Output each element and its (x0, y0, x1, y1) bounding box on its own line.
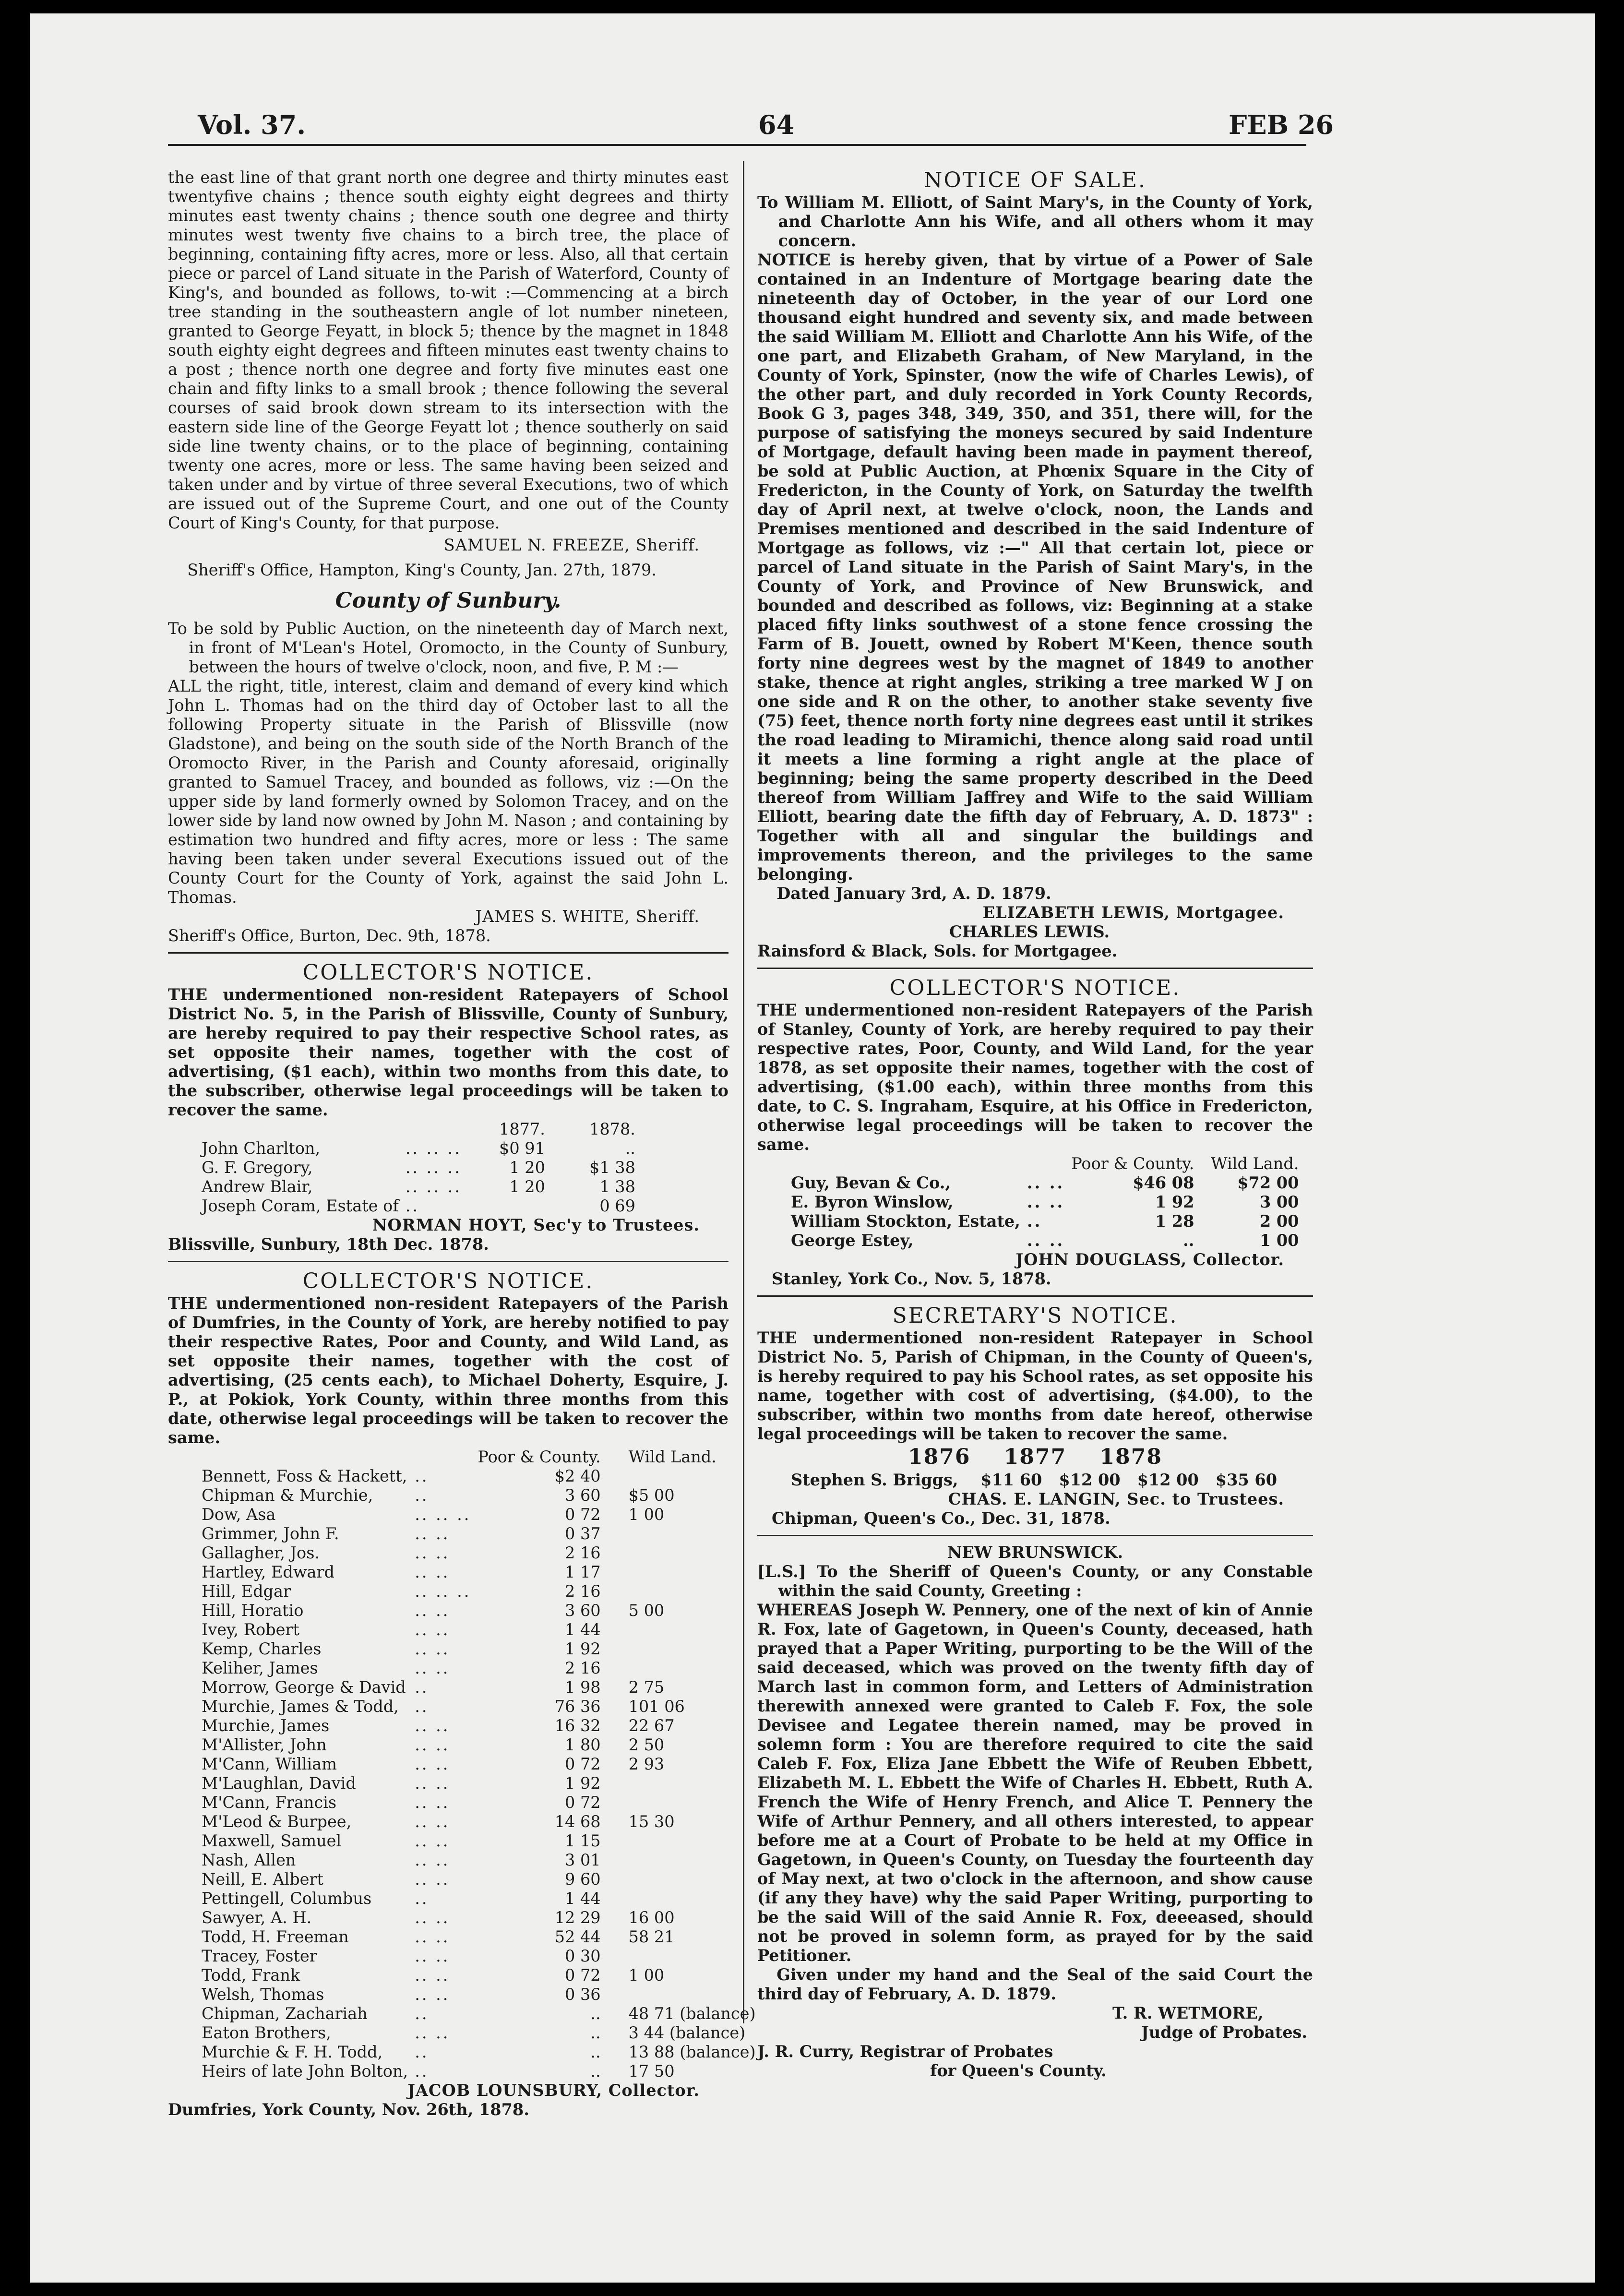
row-total: $35 60 (1215, 1471, 1278, 1489)
row-name: Neill, E. Albert (202, 1870, 323, 1889)
row-name: M'Leod & Burpee, (202, 1812, 352, 1831)
row-wild-land: 2 75 (628, 1678, 665, 1697)
table-row (202, 1601, 756, 1620)
row-dots: .. .. (415, 1831, 450, 1850)
row-poor-county: 0 37 (565, 1524, 601, 1543)
table-row (202, 1639, 756, 1659)
row-name: Todd, H. Freeman (202, 1927, 349, 1946)
sunbury-body: ALL the right, title, interest, claim and demand of every kind which John L. Thomas had on the third day of October last to all the following Property situate in the Parish of Blissville (now Gladstone), and being on the south side of the North Branch of the Oromocto River, in the Parish and County aforesaid, originally granted to Samuel Tracey, and bounded as follows, viz :—On the upper side by land formerly owned by Solomon Tracey, and on the lower side by land now owned by John M. Nason ; and containing by estimation two hundred and fifty acres, more or less : The same having been taken under several Executions issued out of the County Court for the County of York, against the said John L. Thomas. (168, 677, 728, 907)
table-row (202, 1812, 756, 1831)
table-header (202, 1447, 756, 1467)
row-wild-land (609, 1467, 756, 1486)
wetmore-title: Judge of Probates. (1141, 2023, 1308, 2042)
row-dots: .. (415, 1678, 429, 1697)
table-row (202, 1947, 756, 1966)
row-poor-county: .. (590, 2023, 601, 2042)
continuation-text: the east line of that grant north one degree and thirty minutes east twentyfive chains ; thence south eighty eight degrees and thirty minutes east twenty chains ; thence south one degree and thirty minutes west twenty five chains to a birch tree, the place of beginning, containing fifty acres, more or less. Also, all that certain piece or parcel of Land situate in the Parish of Waterford, County of King's, and bounded as follows, to-wit :—Commencing at a birch tree standing in the southeastern angle of lot number nineteen, granted to George Feyatt, in block 5; thence by the magnet in 1848 south eighty eight degrees and fifteen minutes east twenty chains to a post ; thence north one degree and forty five minutes east one chain and fifty links to a small brook ; thence following the several courses of said brook down stream to its intersection with the eastern side line of the George Feyatt lot ; thence southerly on said side line twenty chains, or to the place of beginning, containing twenty one acres, more or less. The same having been seized and taken under and by virtue of three several Executions, two of which are issued out of the Supreme Court, and one out of the County Court of King's County, for that purpose. (168, 168, 728, 532)
row-wild-land (609, 1582, 756, 1601)
row-poor-county: 1 92 (565, 1774, 601, 1793)
table-row (202, 1889, 756, 1908)
row-name: M'Allister, John (202, 1735, 327, 1754)
table-row (202, 1505, 756, 1524)
row-dots: .. .. .. (405, 1158, 462, 1177)
table-row (202, 1196, 644, 1216)
row-wild-land: 1 00 (628, 1505, 665, 1524)
charles-lewis-signature: CHARLES LEWIS. (949, 922, 1110, 941)
row-wild-land: 3 44 (balance) (628, 2023, 746, 2042)
row-poor-county: 2 16 (565, 1582, 601, 1601)
row-poor-county: .. (1183, 1231, 1194, 1250)
table-row (202, 1620, 756, 1639)
table-row (202, 1467, 756, 1486)
dumfries-body: THE undermentioned non-resident Ratepayers of the Parish of Dumfries, in the County of York, are hereby notified to pay their respective Rates, Poor and County, and Wild Land, as set opposite their names, together with the cost of advertising, (25 cents each), to Michael Doherty, Esquire, J. P., at Pokiok, York County, within three months from this date, otherwise legal proceedings will be taken to recover the same. (168, 1294, 728, 1447)
row-name: Morrow, George & David (202, 1678, 406, 1697)
row-wild-land: 2 93 (628, 1755, 665, 1773)
row-dots: .. .. (415, 1659, 450, 1677)
col-poor-county: Poor & County. (478, 1447, 601, 1466)
row-poor-county: 52 44 (554, 1927, 601, 1946)
row-dots: .. (415, 1697, 429, 1716)
row-poor-county: 0 72 (565, 1755, 601, 1773)
row-poor-county: 1 92 (1155, 1193, 1194, 1211)
table-row (202, 2004, 756, 2023)
sale-body: NOTICE is hereby given, that by virtue of a Power of Sale contained in an Indenture of Mortgage bearing date the nineteenth day of October, in the year of our Lord one thousand eight hundred and seventy six, and made between the said William M. Elliott and Charlotte Ann his Wife, of the one part, and Elizabeth Graham, of New Maryland, in the County of York, Spinster, (now the wife of Charles Lewis), of the other part, and duly recorded in York County Records, Book G 3, pages 348, 349, 350, and 351, there will, for the purpose of satisfying the moneys secured by said Indenture of Mortgage, default having been made in payment thereof, be sold at Public Auction, at Phœnix Square in the City of Fredericton, in the County of York, on Saturday the twelfth day of April next, at twelve o'clock, noon, the Lands and Premises mentioned and described in the said Indenture of Mortgage as follows, viz :—" All that certain lot, piece or parcel of Land situate in the Parish of Saint Mary's, in the County of York, and Province of New Brunswick, and bounded and described as follows, viz: Beginning at a stake placed fifty links southwest of a stone fence crossing the Farm of B. Jouett, owned by Robert M'Keen, thence south forty nine degrees west by the magnet of 1849 to another stake, thence at right angles, striking a tree marked W J on one side and R on the other, to another stake seventy five (75) feet, thence north forty nine degrees east until it strikes the road leading to Miramichi, thence along said road until it meets a line forming a right angle at the place of beginning; being the same property described in the Deed thereof from William Jaffrey and Wife to the said William Elliott, bearing date the fifth day of February, A. D. 1873" : Together with all and singular the buildings and improvements thereon, and the privileges to the same belonging. (757, 251, 1313, 884)
row-wild-land (609, 1985, 756, 2004)
row-wild-land: 3 00 (1259, 1193, 1299, 1211)
white-signature: JAMES S. WHITE, Sheriff. (475, 907, 700, 926)
row-dots: .. (415, 1889, 429, 1908)
row-dots: .. .. (415, 1524, 450, 1543)
row-1876: $11 60 (980, 1471, 1042, 1489)
row-dots: .. .. (415, 1947, 450, 1965)
row-name: Hill, Horatio (202, 1601, 304, 1620)
row-name: G. F. Gregory, (202, 1158, 313, 1177)
col-wild-land: Wild Land. (628, 1447, 716, 1466)
row-name: M'Laughlan, David (202, 1774, 356, 1793)
row-name: Heirs of late John Bolton, (202, 2062, 408, 2081)
row-name: Nash, Allen (202, 1851, 296, 1869)
row-name: Grimmer, John F. (202, 1524, 339, 1543)
row-poor-county: .. (590, 2043, 601, 2061)
row-dots: .. .. (415, 1639, 450, 1658)
hoyt-signature: NORMAN HOYT, Sec'y to Trustees. (372, 1216, 700, 1234)
table-row (202, 2023, 756, 2043)
table-row (791, 1173, 1307, 1193)
row-wild-land: 48 71 (balance) (628, 2004, 756, 2023)
row-poor-county: $46 08 (1133, 1173, 1194, 1192)
table-row (791, 1231, 1307, 1250)
table-row (202, 1870, 756, 1889)
lounsbury-signature: JACOB LOUNSBURY, Collector. (407, 2081, 700, 2100)
row-dots: .. .. (415, 1601, 450, 1620)
row-poor-county: 1 44 (565, 1889, 601, 1908)
row-amount-1877 (468, 1196, 554, 1216)
row-name: Pettingell, Columbus (202, 1889, 372, 1908)
nb-given: Given under my hand and the Seal of the said Court the third day of February, A. D. 1879. (757, 1965, 1313, 2003)
row-poor-county: 1 28 (1155, 1212, 1194, 1231)
freeze-signature: SAMUEL N. FREEZE, Sheriff. (443, 536, 700, 554)
row-wild-land (609, 1620, 756, 1639)
chipman-years (757, 1444, 1313, 1471)
col-1877: 1877. (499, 1120, 545, 1138)
row-wild-land: 101 06 (628, 1697, 685, 1716)
sale-dated: Dated January 3rd, A. D. 1879. (776, 884, 1051, 903)
row-name: M'Cann, William (202, 1755, 337, 1773)
row-name: Chipman, Zachariah (202, 2004, 368, 2023)
row-dots: .. .. (415, 1716, 450, 1735)
row-name: Andrew Blair, (202, 1177, 313, 1196)
row-wild-land (609, 1659, 756, 1678)
row-dots: .. .. (415, 1908, 450, 1927)
section-rule (757, 1295, 1313, 1297)
table-row (202, 1966, 756, 1985)
table-row (202, 1486, 756, 1505)
row-name: Keliher, James (202, 1659, 318, 1677)
row-dots: .. .. .. (415, 1505, 471, 1524)
table-row (791, 1212, 1307, 1231)
nb-ls: [L.S.] To the Sheriff of Queen's County, or any Constable within the said County, Greeting : (757, 1562, 1313, 1600)
row-name: Tracey, Foster (202, 1947, 317, 1965)
table-header (791, 1154, 1307, 1173)
row-wild-land (609, 1870, 756, 1889)
wetmore-signature: T. R. WETMORE, (1112, 2004, 1264, 2022)
table-row (202, 1563, 756, 1582)
row-poor-county: 1 44 (565, 1620, 601, 1639)
registrar-line1: J. R. Curry, Registrar of Probates (757, 2042, 1053, 2061)
blissville-title: COLLECTOR'S NOTICE. (302, 960, 594, 985)
row-dots: .. .. (1027, 1173, 1065, 1192)
stanley-place: Stanley, York Co., Nov. 5, 1878. (772, 1269, 1051, 1288)
row-wild-land: 58 21 (628, 1927, 675, 1946)
row-poor-county: 0 36 (565, 1985, 601, 2004)
row-dots: .. .. (1027, 1231, 1065, 1250)
registrar-line2: for Queen's County. (930, 2061, 1107, 2080)
row-1877: $12 00 (1059, 1471, 1121, 1489)
section-rule (757, 968, 1313, 969)
table-row (202, 1524, 756, 1543)
row-name: Gallagher, Jos. (202, 1543, 320, 1562)
table-row (202, 2062, 756, 2081)
chipman-title: SECRETARY'S NOTICE. (892, 1303, 1178, 1328)
row-dots: .. .. (415, 1620, 450, 1639)
row-poor-county: 0 72 (565, 1966, 601, 1985)
row-dots: .. (415, 1486, 429, 1505)
row-dots: .. .. (415, 1870, 450, 1889)
row-name: Welsh, Thomas (202, 1985, 324, 2004)
row-wild-land (609, 1563, 756, 1582)
col-poor-county: Poor & County. (1071, 1154, 1194, 1173)
chipman-place: Chipman, Queen's Co., Dec. 31, 1878. (772, 1509, 1111, 1528)
row-poor-county: 2 16 (565, 1659, 601, 1677)
year-1877: 1877 (1003, 1445, 1067, 1469)
row-wild-land (609, 1774, 756, 1793)
table-row (202, 1985, 756, 2004)
row-poor-county: 3 60 (565, 1486, 601, 1505)
table-header (202, 1120, 644, 1139)
table-row (202, 1851, 756, 1870)
row-wild-land (609, 1831, 756, 1851)
table-row (202, 1755, 756, 1774)
table-row (202, 1543, 756, 1563)
row-poor-county: 1 80 (565, 1735, 601, 1754)
row-dots: .. .. .. (415, 1582, 471, 1601)
sunbury-heading: County of Sunbury. (335, 588, 561, 613)
row-poor-county: 0 30 (565, 1947, 601, 1965)
table-row (202, 1716, 756, 1735)
row-amount-1878: 0 69 (599, 1196, 635, 1215)
row-wild-land: 1 00 (1259, 1231, 1299, 1250)
left-column (168, 168, 756, 2119)
row-dots: .. (415, 2004, 429, 2023)
row-dots: .. .. .. (405, 1139, 462, 1158)
row-dots: .. .. (1027, 1193, 1065, 1211)
row-name: George Estey, (791, 1231, 914, 1250)
dumfries-table (202, 1447, 756, 2081)
row-amount-1878: .. (625, 1139, 635, 1158)
row-dots: .. (405, 1196, 420, 1215)
row-poor-county: 0 72 (565, 1505, 601, 1524)
row-poor-county: $2 40 (554, 1467, 601, 1485)
row-dots: .. .. (415, 1851, 450, 1869)
table-row (791, 1193, 1307, 1212)
table-row (202, 2043, 756, 2062)
row-name: Eaton Brothers, (202, 2023, 331, 2042)
table-row (202, 1659, 756, 1678)
col-wild-land: Wild Land. (1211, 1154, 1299, 1173)
row-name: Murchie & F. H. Todd, (202, 2043, 383, 2061)
row-wild-land (609, 1947, 756, 1966)
row-poor-county: 2 16 (565, 1543, 601, 1562)
row-name: Maxwell, Samuel (202, 1831, 342, 1850)
row-poor-county: 16 32 (554, 1716, 601, 1735)
row-wild-land: 22 67 (628, 1716, 675, 1735)
dumfries-title: COLLECTOR'S NOTICE. (302, 1269, 594, 1293)
douglass-signature: JOHN DOUGLASS, Collector. (1015, 1250, 1284, 1269)
table-row (202, 1793, 756, 1812)
elizabeth-lewis-signature: ELIZABETH LEWIS, Mortgagee. (982, 903, 1284, 922)
blissville-place: Blissville, Sunbury, 18th Dec. 1878. (168, 1235, 489, 1254)
row-wild-land: 2 00 (1259, 1212, 1299, 1231)
row-name: Hartley, Edward (202, 1563, 334, 1581)
row-name: John Charlton, (202, 1139, 321, 1158)
row-name: M'Cann, Francis (202, 1793, 337, 1812)
row-dots: .. (1027, 1212, 1042, 1231)
row-wild-land: 5 00 (628, 1601, 665, 1620)
langin-signature: CHAS. E. LANGIN, Sec. to Trustees. (948, 1490, 1284, 1508)
row-name: Dow, Asa (202, 1505, 276, 1524)
table-row (202, 1908, 756, 1927)
row-wild-land: 1 00 (628, 1966, 665, 1985)
row-wild-land (609, 1851, 756, 1870)
row-poor-county: 76 36 (554, 1697, 601, 1716)
blissville-table (202, 1120, 644, 1216)
row-name: William Stockton, Estate, (791, 1212, 1020, 1231)
row-dots: .. (415, 2062, 429, 2081)
row-amount-1878: 1 38 (599, 1177, 635, 1196)
row-name: E. Byron Winslow, (791, 1193, 954, 1211)
table-row (202, 1774, 756, 1793)
row-name: Murchie, James & Todd, (202, 1697, 399, 1716)
row-name: Joseph Coram, Estate of (202, 1196, 399, 1215)
stanley-body: THE undermentioned non-resident Ratepayers of the Parish of Stanley, County of York, are hereby required to pay their respective rates, Poor, County, and Wild Land, for the year 1878, as set opposite their names, together with the cost of advertising, ($1.00 each), within three months from this date, to C. S. Ingraham, Esquire, at his Office in Fredericton, otherwise legal proceedings will be taken to recover the same. (757, 1001, 1313, 1154)
row-dots: .. .. (415, 1755, 450, 1773)
chipman-body: THE undermentioned non-resident Ratepayer in School District No. 5, Parish of Chipman, in the County of Queen's, is hereby required to pay his School rates, as set opposite his name, together with cost of advertising, ($4.00), to the subscriber, within two months from date hereof, otherwise legal proceedings will be taken to recover the same. (757, 1328, 1313, 1443)
right-column (757, 168, 1313, 2081)
year-1878: 1878 (1099, 1445, 1162, 1469)
row-poor-county: 1 92 (565, 1639, 601, 1658)
row-name: Sawyer, A. H. (202, 1908, 312, 1927)
issue-date: FEB 26 (1229, 109, 1334, 140)
sunbury-intro: To be sold by Public Auction, on the nineteenth day of March next, in front of M'Lean's Hotel, Oromocto, in the County of Sunbury, between the hours of twelve o'clock, noon, and five, P. M :— (168, 619, 728, 676)
table-row (202, 1582, 756, 1601)
row-poor-county: .. (590, 2004, 601, 2023)
row-poor-county: 14 68 (554, 1812, 601, 1831)
row-name: Stephen S. Briggs, (791, 1471, 958, 1489)
row-dots: .. .. (415, 1543, 450, 1562)
row-wild-land (609, 1793, 756, 1812)
row-dots: .. .. (415, 1966, 450, 1985)
row-poor-county: 1 15 (565, 1831, 601, 1850)
row-name: Murchie, James (202, 1716, 330, 1735)
row-dots: .. .. (415, 1774, 450, 1793)
row-name: Bennett, Foss & Hackett, (202, 1467, 407, 1485)
volume-label: Vol. 37. (198, 109, 306, 140)
row-name: Guy, Bevan & Co., (791, 1173, 951, 1192)
row-dots: .. (415, 1467, 429, 1485)
row-dots: .. .. .. (405, 1177, 462, 1196)
row-wild-land: 16 00 (628, 1908, 675, 1927)
row-name: Hill, Edgar (202, 1582, 291, 1601)
row-wild-land: 2 50 (628, 1735, 665, 1754)
row-amount-1877: $0 91 (499, 1139, 545, 1158)
row-dots: .. .. (415, 1793, 450, 1812)
table-row (202, 1831, 756, 1851)
row-wild-land (609, 1639, 756, 1659)
row-poor-county: 0 72 (565, 1793, 601, 1812)
stanley-table (791, 1154, 1307, 1250)
nb-body: WHEREAS Joseph W. Pennery, one of the next of kin of Annie R. Fox, late of Gagetown, in Queen's County, deceased, hath prayed that a Paper Writing, purporting to be the Will of the said deceased, which was proved on the twenty fifth day of March last in common form, and Letters of Administration therewith annexed were granted to Caleb F. Fox, the sole Devisee and Legatee therein named, may be proved in solemn form : You are therefore required to cite the said Caleb F. Fox, Eliza Jane Ebbett the Wife of Reuben Ebbett, Elizabeth M. L. Ebbett the Wife of Charles H. Ebbett, Ruth A. French the Wife of Henry French, and Alice T. Pennery the Wife of Arthur Pennery, and all others interested, to appear before me at a Court of Probate to be held at my Office in Gagetown, in Queen's County, on Tuesday the fourteenth day of May next, at two o'clock in the afternoon, and show cause (if any they have) why the said Paper Writing, purporting to be the said Will of the said Annie R. Fox, deeeased, should not be proved in solemn form, as prayed for by the said Petitioner. (757, 1601, 1313, 1965)
row-dots: .. .. (415, 2023, 450, 2042)
row-wild-land: 15 30 (628, 1812, 675, 1831)
nb-title: NEW BRUNSWICK. (947, 1543, 1123, 1562)
table-row (202, 1158, 644, 1177)
freeze-office: Sheriff's Office, Hampton, King's County, Jan. 27th, 1879. (187, 561, 657, 579)
sale-addressee: To William M. Elliott, of Saint Mary's, in the County of York, and Charlotte Ann his Wife, and all others whom it may concern. (757, 193, 1313, 250)
header-rule (168, 144, 1306, 146)
row-amount-1878: $1 38 (589, 1158, 635, 1177)
year-1876: 1876 (908, 1445, 971, 1469)
row-poor-county: 3 01 (565, 1851, 601, 1869)
table-row (202, 1735, 756, 1755)
table-row (202, 1697, 756, 1716)
col-1878: 1878. (589, 1120, 635, 1138)
section-rule (168, 1261, 728, 1262)
row-amount-1877: 1 20 (509, 1158, 545, 1177)
row-name: Todd, Frank (202, 1966, 300, 1985)
table-row (202, 1139, 644, 1158)
row-poor-county: .. (590, 2062, 601, 2081)
row-wild-land: $72 00 (1237, 1173, 1299, 1192)
row-dots: .. .. (415, 1812, 450, 1831)
row-dots: .. .. (415, 1927, 450, 1946)
white-office: Sheriff's Office, Burton, Dec. 9th, 1878. (168, 926, 491, 945)
table-row (202, 1678, 756, 1697)
row-name: Chipman & Murchie, (202, 1486, 373, 1505)
page-number: 64 (758, 109, 795, 140)
stanley-title: COLLECTOR'S NOTICE. (889, 976, 1181, 1000)
row-dots: .. .. (415, 1735, 450, 1754)
blissville-body: THE undermentioned non-resident Ratepayers of School District No. 5, in the Parish of Blissville, County of Sunbury, are hereby required to pay their respective School rates, as set opposite their names, together with the cost of advertising, ($1 each), within two months from this date, to the subscriber, otherwise legal proceedings will be taken to recover the same. (168, 985, 728, 1119)
row-wild-land (609, 1524, 756, 1543)
row-1878: $12 00 (1137, 1471, 1199, 1489)
row-wild-land: 13 88 (balance) (628, 2043, 756, 2061)
row-wild-land (609, 1543, 756, 1563)
row-name: Kemp, Charles (202, 1639, 322, 1658)
row-name: Ivey, Robert (202, 1620, 299, 1639)
sale-title: NOTICE OF SALE. (924, 168, 1146, 192)
section-rule (757, 1535, 1313, 1536)
row-poor-county: 9 60 (565, 1870, 601, 1889)
row-amount-1877: 1 20 (509, 1177, 545, 1196)
row-poor-county: 1 98 (565, 1678, 601, 1697)
section-rule (168, 952, 728, 954)
solicitors: Rainsford & Black, Sols. for Mortgagee. (757, 942, 1118, 960)
briggs-row (757, 1471, 1313, 1490)
row-dots: .. (415, 2043, 429, 2061)
table-row (202, 1177, 644, 1196)
dumfries-place: Dumfries, York County, Nov. 26th, 1878. (168, 2100, 529, 2119)
row-poor-county: 12 29 (554, 1908, 601, 1927)
row-dots: .. .. (415, 1985, 450, 2004)
row-wild-land (609, 1889, 756, 1908)
row-wild-land: $5 00 (628, 1486, 675, 1505)
row-dots: .. .. (415, 1563, 450, 1581)
row-wild-land: 17 50 (628, 2062, 675, 2081)
row-poor-county: 1 17 (565, 1563, 601, 1581)
table-row (202, 1927, 756, 1947)
row-poor-county: 3 60 (565, 1601, 601, 1620)
